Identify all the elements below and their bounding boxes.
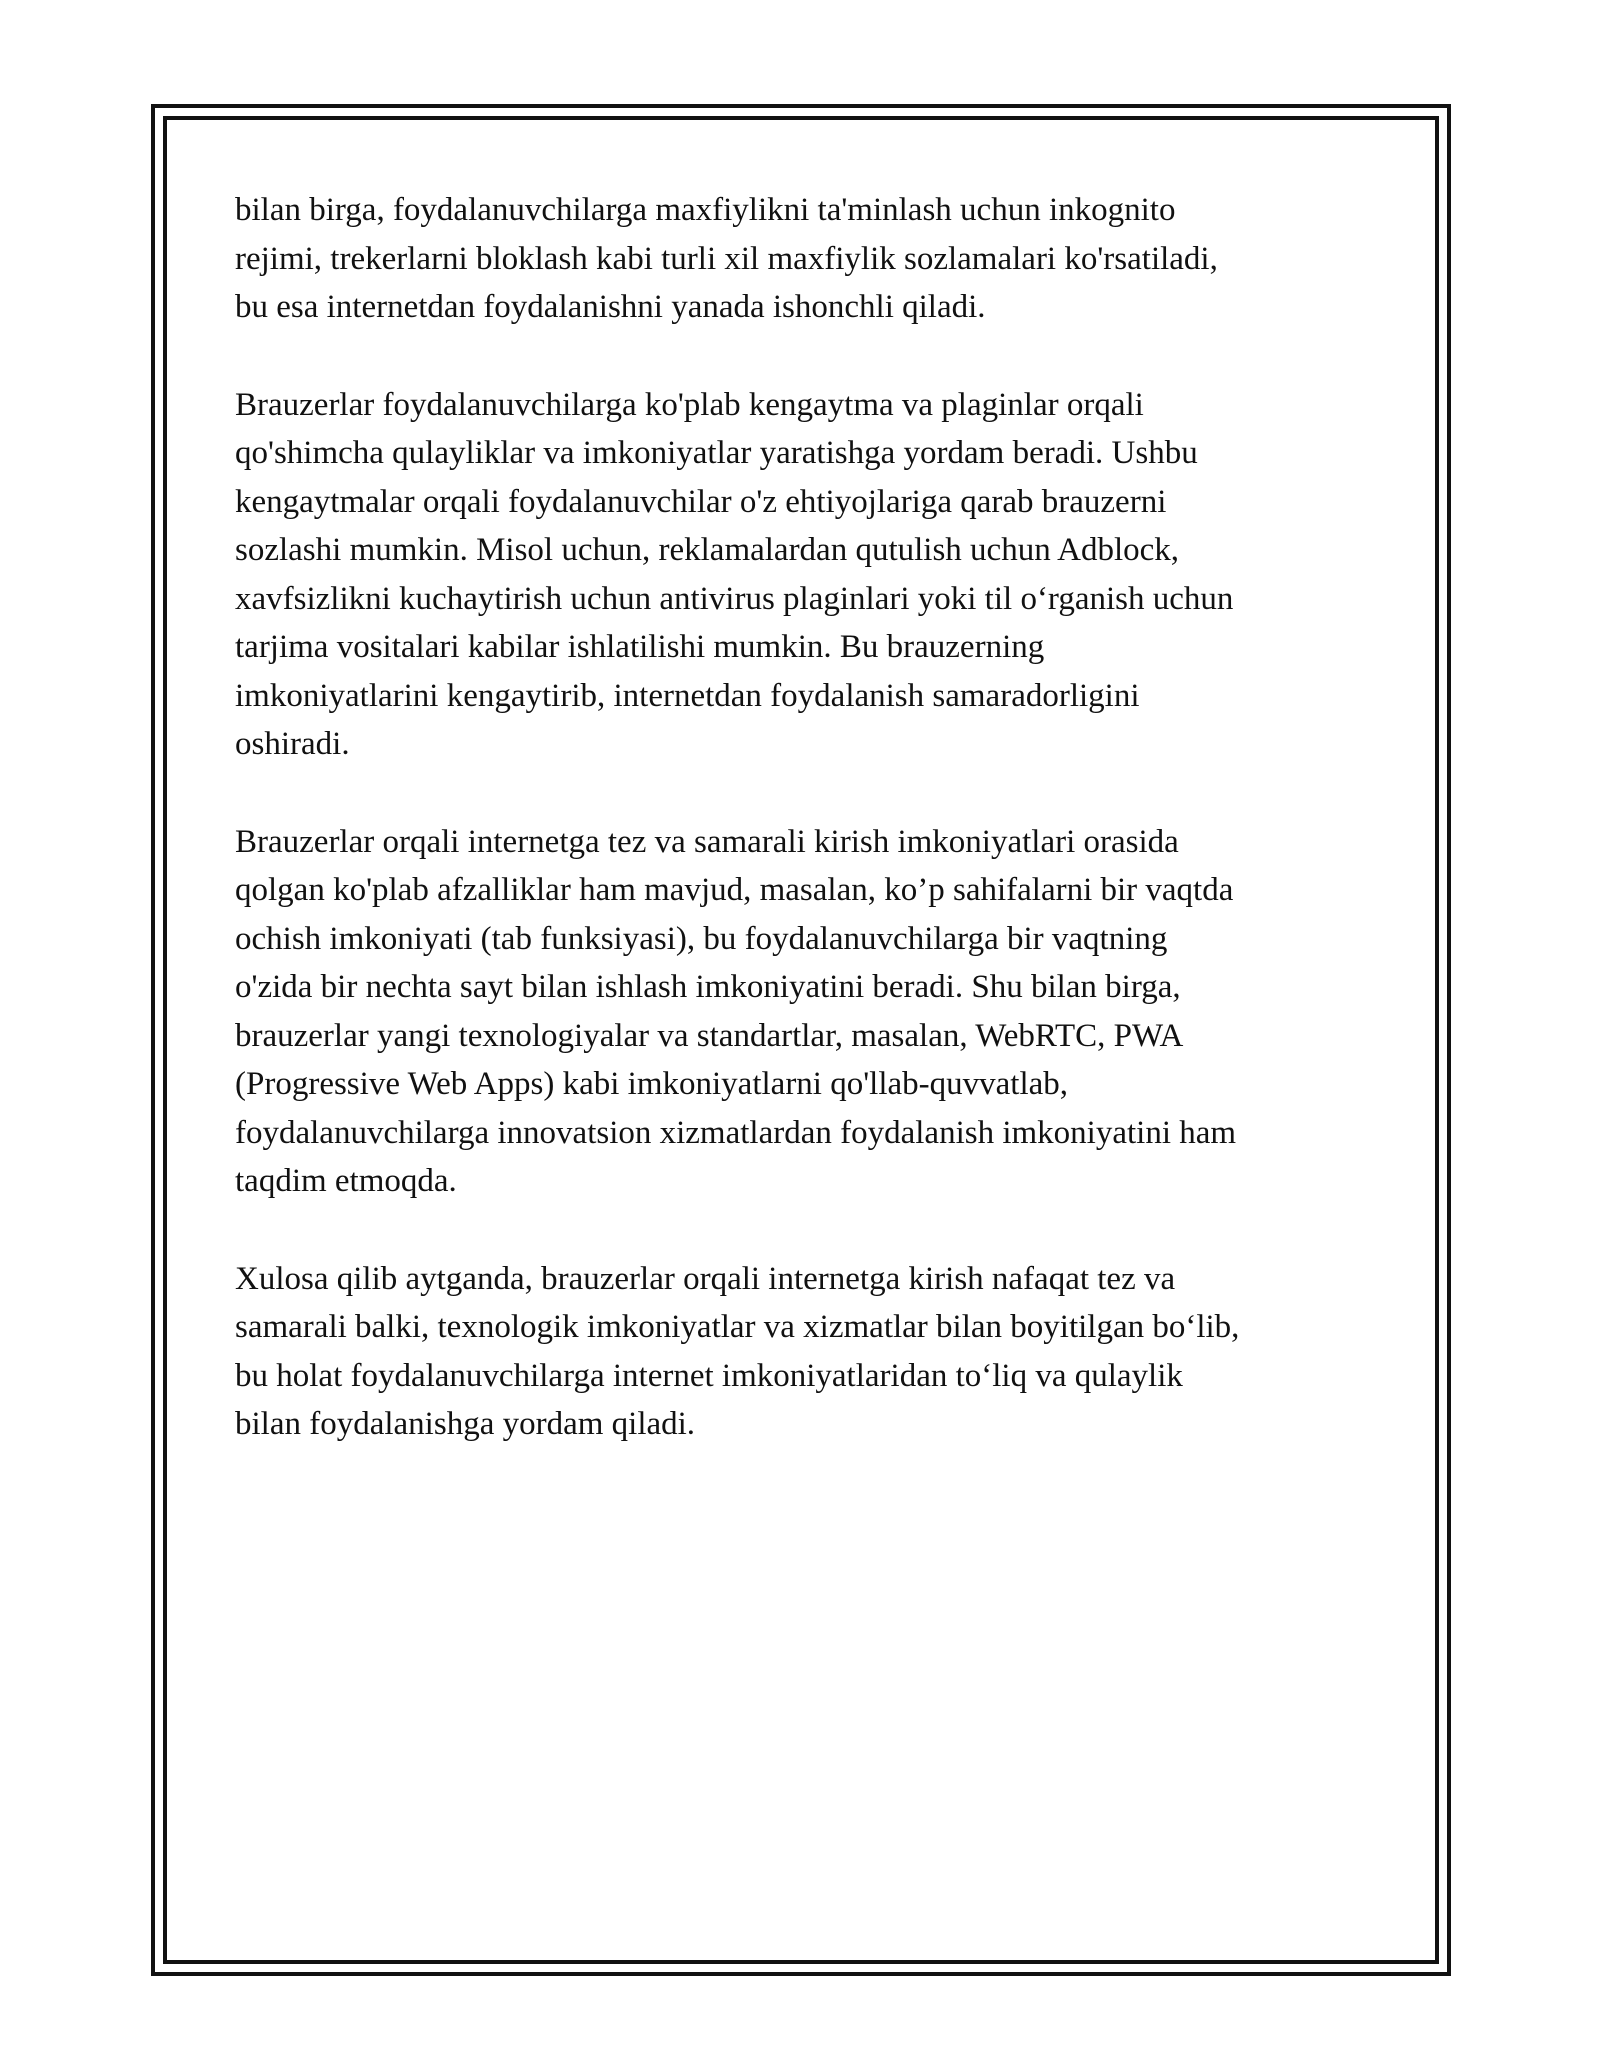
document-body	[235, 186, 1365, 1498]
paragraph-advantages: Brauzerlar orqali internetga tez va samarali kirish imkoniyatlari orasida qolgan ko'plab afzalliklar ham mavjud, masalan, ko’p sahifalarni bir vaqtda ochish imkoniyati (tab funksiyasi), bu foydalanuvchilarga bir vaqtning o'zida bir nechta sayt bilan ishlash imkoniyatini beradi. Shu bilan birga, brauzerlar yangi texnologiyalar va standartlar, masalan, WebRTC, PWA (Progressive Web Apps) kabi imkoniyatlarni qo'llab-quvvatlab, foydalanuvchilarga innovatsion xizmatlardan foydalanish imkoniyatini ham taqdim etmoqda.	[235, 823, 1237, 1199]
paragraph-conclusion: Xulosa qilib aytganda, brauzerlar orqali internetga kirish nafaqat tez va samarali balki, texnologik imkoniyatlar va xizmatlar bilan boyitilgan bo‘lib, bu holat foydalanuvchilarga internet imkoniyatlaridan to‘liq va qulaylik bilan foydalanishga yordam qiladi.	[235, 1260, 1240, 1442]
paragraph-extensions: Brauzerlar foydalanuvchilarga ko'plab kengaytma va plaginlar orqali qo'shimcha qulayliklar va imkoniyatlar yaratishga yordam beradi. Ushbu kengaytmalar orqali foydalanuvchilar o'z ehtiyojlariga qarab brauzerni sozlashi mumkin. Misol uchun, reklamalardan qutulish uchun Adblock, xavfsizlikni kuchaytirish uchun antivirus plaginlari yoki til o‘rganish uchun tarjima vositalari kabilar ishlatilishi mumkin. Bu brauzerning imkoniyatlarini kengaytirib, internetdan foydalanish samaradorligini oshiradi.	[235, 386, 1234, 762]
paragraph-privacy: bilan birga, foydalanuvchilarga maxfiylikni ta'minlash uchun inkognito rejimi, trekerlarni bloklash kabi turli xil maxfiylik sozlamalari ko'rsatiladi, bu esa internetdan foydalanishni yanada ishonchli qiladi.	[235, 192, 1218, 325]
